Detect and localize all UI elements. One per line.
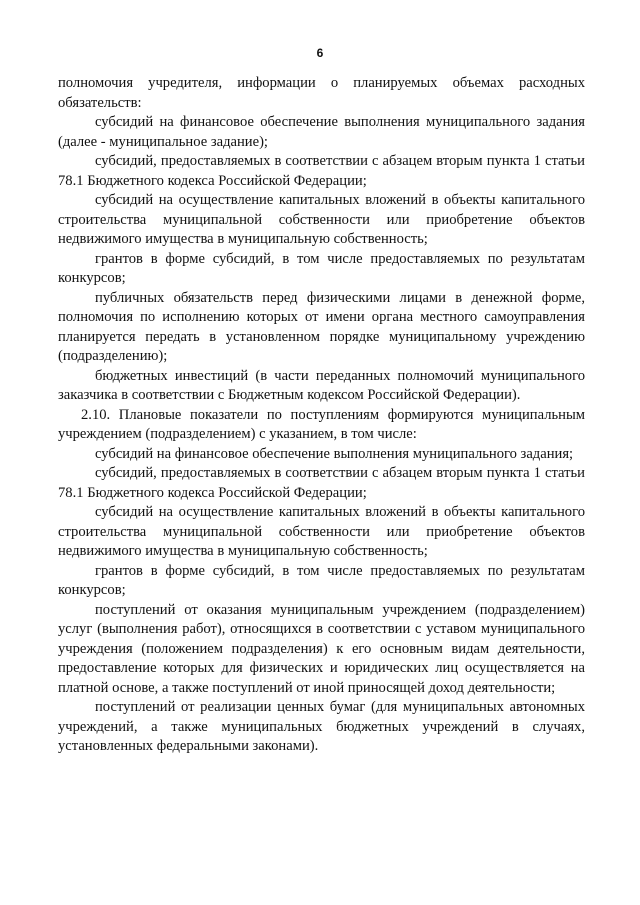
- document-body: [58, 74, 585, 757]
- paragraph-grants: грантов в форме субсидий, в том числе предоставляемых по результатам конкурсов;: [58, 250, 585, 286]
- paragraph-paid-services-income: поступлений от оказания муниципальным учреждением (подразделением) услуг (выполнения работ), относящихся в соответствии с уставом муниципального учреждения (положением подразделения) к его основным видам деятельности, предоставление которых для физических и юридических лиц осуществляется на платной основе, а также поступлений от иной приносящей доход деятельности;: [58, 601, 585, 696]
- paragraph-subsidy-capital-investment: субсидий на осуществление капитальных вложений в объекты капитального строительства муниципальной собственности или приобретение объектов недвижимого имущества в муниципальную собственность;: [58, 192, 585, 247]
- paragraph-subsidy-municipal-task: субсидий на финансовое обеспечение выполнения муниципального задания (далее - муниципальное задание);: [58, 114, 585, 150]
- paragraph-subsidy-article-78-1-2: субсидий, предоставляемых в соответствии с абзацем вторым пункта 1 статьи 78.1 Бюджетного кодекса Российской Федерации;: [58, 465, 585, 501]
- paragraph-budget-investments: бюджетных инвестиций (в части переданных полномочий муниципального заказчика в соответствии с Бюджетным кодексом Российской Федерации).: [58, 367, 585, 403]
- paragraph-subsidy-article-78-1: субсидий, предоставляемых в соответствии с абзацем вторым пункта 1 статьи 78.1 Бюджетного кодекса Российской Федерации;: [58, 153, 585, 189]
- paragraph-subsidy-municipal-task-2: субсидий на финансовое обеспечение выполнения муниципального задания;: [95, 445, 574, 462]
- page-number: 6: [316, 46, 324, 60]
- paragraph-grants-2: грантов в форме субсидий, в том числе предоставляемых по результатам конкурсов;: [58, 562, 585, 598]
- paragraph-securities-income: поступлений от реализации ценных бумаг (для муниципальных автономных учреждений, а также муниципальных бюджетных учреждений в случаях, установленных федеральными законами).: [58, 699, 585, 754]
- paragraph-subsidy-capital-investment-2: субсидий на осуществление капитальных вложений в объекты капитального строительства муниципальной собственности или приобретение объектов недвижимого имущества в муниципальную собственность;: [58, 504, 585, 559]
- paragraph-public-obligations: публичных обязательств перед физическими лицами в денежной форме, полномочия по исполнению которых от имени органа местного самоуправления планируется передать в установленном порядке муниципальному учреждению (подразделению);: [58, 289, 585, 364]
- paragraph-section-2-10: 2.10. Плановые показатели по поступлениям формируются муниципальным учреждением (подразделением) с указанием, в том числе:: [58, 406, 585, 442]
- paragraph-continuation: полномочия учредителя, информации о планируемых объемах расходных обязательств:: [58, 75, 585, 111]
